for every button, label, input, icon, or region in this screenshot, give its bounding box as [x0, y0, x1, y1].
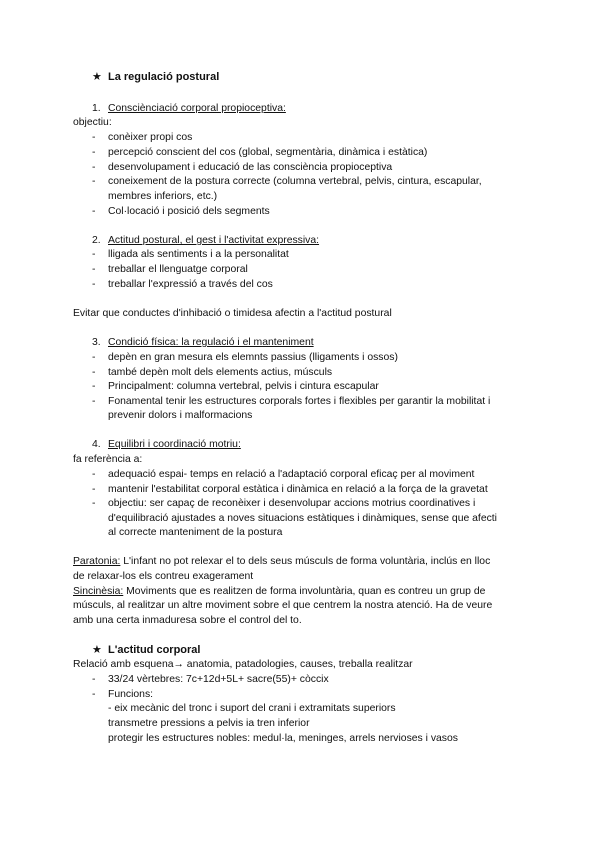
definition-paratonia — [73, 555, 490, 570]
list-item-text: treballar el llenguatge corporal — [108, 264, 248, 275]
heading-text: Actitud postural, el gest i l'activitat expressiva: — [108, 235, 320, 246]
definition-sincinesia — [73, 585, 485, 600]
list-item — [92, 380, 379, 395]
list-item — [92, 351, 398, 366]
function-item: transmetre pressions a pelvis ia tren inferior — [108, 718, 310, 729]
section-title: L'actitud corporal — [108, 644, 201, 656]
list-item — [92, 263, 248, 278]
list-item-text: lligada als sentiments i a la personalitat — [108, 249, 289, 260]
dash-icon: - — [92, 484, 96, 495]
list-item-text: 33/24 vèrtebres: 7c+12d+5L+ sacre(55)+ còccix — [108, 674, 329, 685]
list-item-text: conèixer propi cos — [108, 132, 193, 143]
list-item-text: desenvolupament i educació de las consciència propioceptiva — [108, 162, 393, 173]
heading-number: 2. — [92, 235, 101, 246]
list-item — [92, 161, 392, 176]
list-item — [92, 673, 329, 688]
note-text: Evitar que conductes d'inhibació o timidesa afectin a l'actitud postural — [73, 308, 392, 319]
list-item — [92, 205, 270, 220]
list-item — [92, 497, 475, 512]
dash-icon: - — [92, 176, 96, 187]
dash-icon: - — [92, 469, 96, 480]
list-item — [92, 395, 490, 410]
list-item-continuation: membres inferiors, etc.) — [108, 191, 218, 202]
intro-text: fa referència a: — [73, 454, 143, 465]
list-item-text: coneixement de la postura correcte (columna vertebral, pelvis, cintura, escapular, — [108, 176, 482, 187]
dash-icon: - — [92, 279, 96, 290]
heading-number: 1. — [92, 103, 101, 114]
dash-icon: - — [92, 132, 96, 143]
list-item-text: Fonamental tenir les estructures corporals fortes i flexibles per garantir la mobilitat i — [108, 396, 491, 407]
dash-icon: - — [92, 396, 96, 407]
heading-number: 3. — [92, 337, 101, 348]
numbered-heading — [92, 336, 314, 351]
dash-icon: - — [92, 147, 96, 158]
dash-icon: - — [92, 352, 96, 363]
list-item — [92, 146, 427, 161]
list-item-text: percepció conscient del cos (global, segmentària, dinàmica i estàtica) — [108, 147, 428, 158]
list-item — [92, 248, 289, 263]
definition-text: L'infant no pot relexar el to dels seus músculs de forma voluntària, inclús en lloc — [120, 556, 491, 567]
dash-icon: - — [92, 249, 96, 260]
dash-icon: - — [92, 264, 96, 275]
heading-text: Condició física: la regulació i el manteniment — [108, 337, 314, 348]
heading-text: Consciènciació corporal propioceptiva: — [108, 103, 286, 114]
list-item-text: depèn en gran mesura els elemnts passius (lligaments i ossos) — [108, 352, 398, 363]
definition-continuation: músculs, al realitzar un altre moviment sobre el que centrem la nostra atenció. Ha de veure — [73, 600, 493, 611]
list-item-text: mantenir l'estabilitat corporal estàtica i dinàmica en relació a la força de la gravetat — [108, 484, 488, 495]
list-item — [92, 278, 273, 293]
heading-text: Equilibri i coordinació motriu: — [108, 439, 241, 450]
intro-text: Relació amb esquena→ anatomia, patadologies, causes, treballa realitzar — [73, 659, 413, 670]
definition-term: Paratonia: — [73, 556, 121, 567]
numbered-heading — [92, 438, 241, 453]
list-item-text: adequació espai- temps en relació a l'adaptació corporal eficaç per al moviment — [108, 469, 475, 480]
star-icon: ★ — [92, 71, 102, 83]
dash-icon: - — [92, 206, 96, 217]
list-item — [92, 468, 474, 483]
list-item-text: objectiu: ser capaç de reconèixer i desenvolupar accions motrius coordinatives i — [108, 498, 476, 509]
heading-number: 4. — [92, 439, 101, 450]
definition-term: Sincinèsia: — [73, 586, 124, 597]
intro-text: objectiu: — [73, 117, 112, 128]
list-item — [92, 175, 482, 190]
definition-continuation: amb una certa inmaduresa sobre el control del to. — [73, 615, 302, 626]
dash-icon: - — [92, 381, 96, 392]
dash-icon: - — [92, 498, 96, 509]
definition-continuation: de relaxar-los els contreu exagerament — [73, 571, 254, 582]
dash-icon: - — [92, 674, 96, 685]
function-item: protegir les estructures nobles: medul·la, meninges, arrels nervioses i vasos — [108, 733, 458, 744]
list-item-text: Principalment: columna vertebral, pelvis i cintura escapular — [108, 381, 379, 392]
list-item — [92, 131, 192, 146]
list-item — [92, 688, 153, 703]
dash-icon: - — [92, 367, 96, 378]
list-item-continuation: al correcte manteniment de la postura — [108, 527, 283, 538]
star-icon: ★ — [92, 644, 102, 656]
section-heading — [92, 70, 219, 85]
list-item-text: Col·locació i posició dels segments — [108, 206, 270, 217]
list-item — [92, 366, 332, 381]
numbered-heading — [92, 234, 319, 249]
list-item-continuation: d'equilibració ajustades a noves situacions estàtiques i dinàmiques, sense que afecti — [108, 513, 497, 524]
list-item-text: treballar l'expressió a través del cos — [108, 279, 273, 290]
list-item-text: també depèn molt dels elements actius, músculs — [108, 367, 333, 378]
dash-icon: - — [92, 162, 96, 173]
definition-text: Moviments que es realitzen de forma involuntària, quan es contreu un grup de — [123, 586, 486, 597]
list-item — [92, 483, 488, 498]
dash-icon: - — [92, 689, 96, 700]
list-item-text: Funcions: — [108, 689, 154, 700]
section-heading — [92, 643, 200, 658]
list-item-continuation: prevenir dolors i malformacions — [108, 410, 253, 421]
section-title: La regulació postural — [108, 71, 220, 83]
numbered-heading — [92, 102, 286, 117]
function-item: - eix mecànic del tronc i suport del crani i extramitats superiors — [108, 703, 396, 714]
